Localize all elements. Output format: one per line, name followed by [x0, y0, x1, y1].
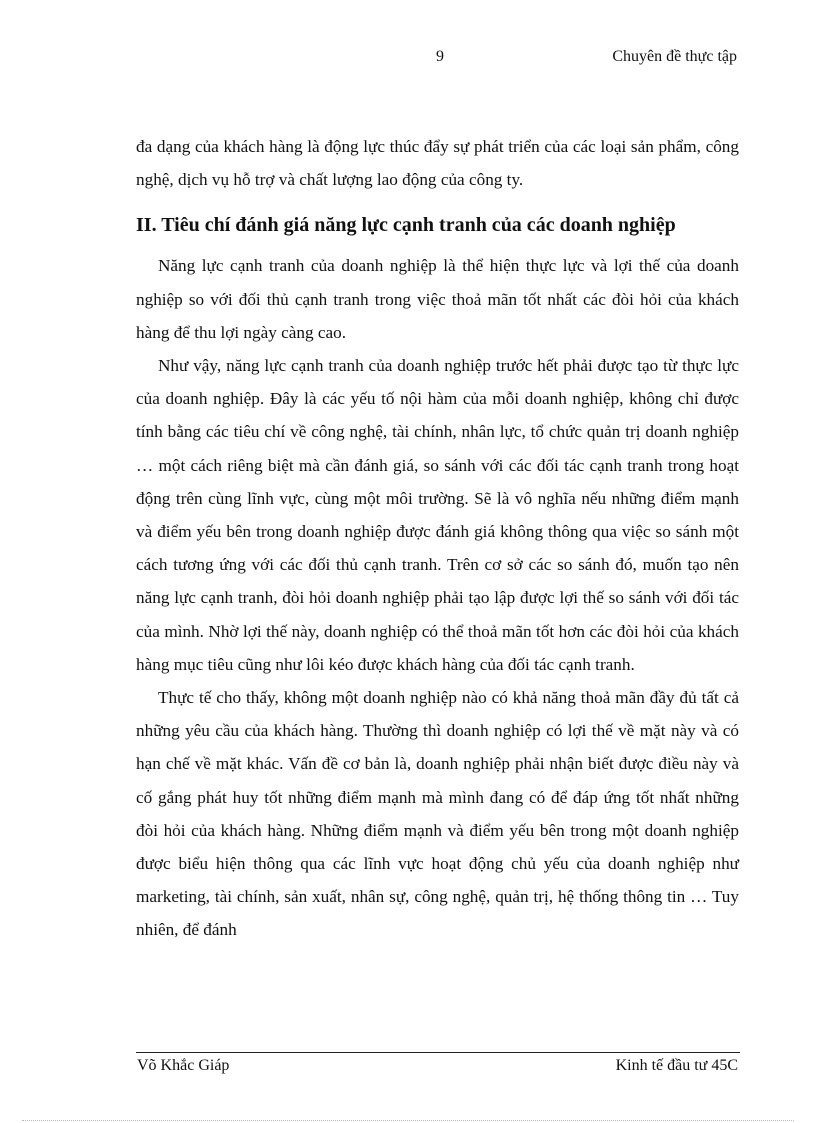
paragraph-competitive-strength: Như vậy, năng lực cạnh tranh của doanh nghiệp trước hết phải được tạo từ thực lực của doanh nghiệp. Đây là các yếu tố nội hàm của mỗi doanh nghiệp, không chỉ được tính bằng các tiêu chí về công nghệ, tài chính, nhân lực, tổ chức quản trị doanh nghiệp … một cách riêng biệt mà cần đánh giá, so sánh với các đối tác cạnh tranh trong hoạt động trên cùng lĩnh vực, cùng một môi trường. Sẽ là vô nghĩa nếu những điểm mạnh và điểm yếu bên trong doanh nghiệp được đánh giá không thông qua việc so sánh một cách tương ứng với các đối thủ cạnh tranh. Trên cơ sở các so sánh đó, muốn tạo nên năng lực cạnh tranh, đòi hỏi doanh nghiệp phải tạo lập được lợi thế so sánh với đối tác của mình. Nhờ lợi thế này, doanh nghiệp có thể thoả mãn tốt hơn các đòi hỏi của khách hàng mục tiêu cũng như lôi kéo được khách hàng của đối tác cạnh tranh. [136, 356, 739, 674]
document-body [136, 130, 739, 947]
page-edge-divider [22, 1120, 794, 1121]
paragraph-reality: Thực tế cho thấy, không một doanh nghiệp nào có khả năng thoả mãn đầy đủ tất cả những yêu cầu của khách hàng. Thường thì doanh nghiệp có lợi thế về mặt này và có hạn chế về mặt khác. Vấn đề cơ bản là, doanh nghiệp phải nhận biết được điều này và cố gắng phát huy tốt những điểm mạnh mà mình đang có để đáp ứng tốt nhất những đòi hỏi của khách hàng. Những điểm mạnh và điểm yếu bên trong một doanh nghiệp được biểu hiện thông qua các lĩnh vực hoạt động chủ yếu của doanh nghiệp như marketing, tài chính, sản xuất, nhân sự, công nghệ, quản trị, hệ thống thông tin … Tuy nhiên, để đánh [136, 688, 739, 940]
running-title: Chuyên đề thực tập [612, 48, 737, 65]
footer-author: Võ Khắc Giáp [137, 1057, 230, 1074]
footer-class: Kinh tế đầu tư 45C [615, 1057, 738, 1074]
section-heading: II. Tiêu chí đánh giá năng lực cạnh tranh của các doanh nghiệp [136, 214, 676, 237]
paragraph-definition: Năng lực cạnh tranh của doanh nghiệp là thể hiện thực lực và lợi thế của doanh nghiệp so với đối thủ cạnh tranh trong việc thoả mãn tốt nhất các đòi hỏi của khách hàng để thu lợi ngày càng cao. [136, 256, 739, 342]
footer-divider [136, 1052, 740, 1053]
page-number: 9 [436, 48, 444, 65]
continuation-paragraph: đa dạng của khách hàng là động lực thúc đẩy sự phát triển của các loại sản phẩm, công nghệ, dịch vụ hỗ trợ và chất lượng lao động của công ty. [136, 137, 739, 190]
